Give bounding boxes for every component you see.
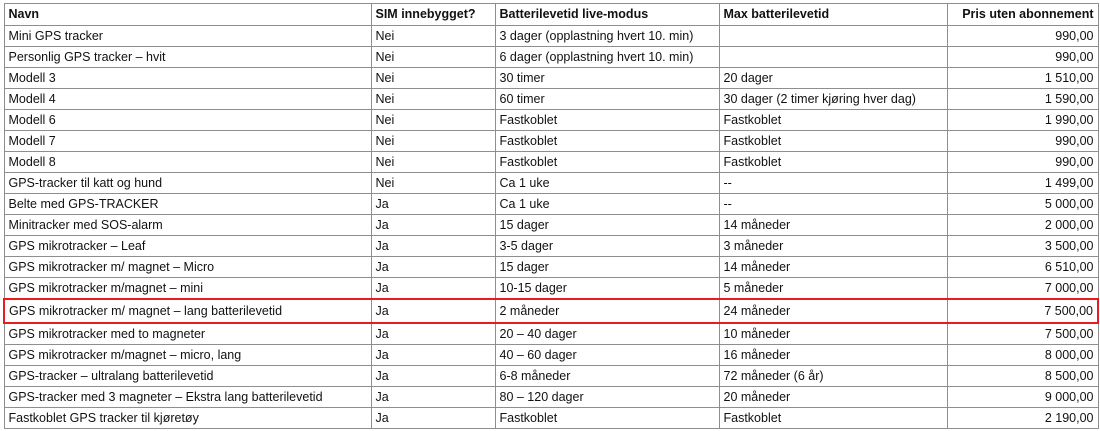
cell-name: GPS mikrotracker – Leaf <box>4 236 371 257</box>
cell-price: 990,00 <box>947 26 1098 47</box>
cell-battery-live: Fastkoblet <box>495 110 719 131</box>
cell-name: GPS mikrotracker m/ magnet – lang batterilevetid <box>4 299 371 323</box>
cell-name: GPS mikrotracker med to magneter <box>4 323 371 345</box>
header-battery-live: Batterilevetid live-modus <box>495 4 719 26</box>
cell-sim: Ja <box>371 278 495 300</box>
cell-sim: Ja <box>371 236 495 257</box>
cell-battery-max: 5 måneder <box>719 278 947 300</box>
table-row <box>4 26 1098 47</box>
cell-sim: Ja <box>371 323 495 345</box>
cell-battery-live: 80 – 120 dager <box>495 387 719 408</box>
table-row <box>4 323 1098 345</box>
cell-name: GPS-tracker med 3 magneter – Ekstra lang batterilevetid <box>4 387 371 408</box>
header-battery-max: Max batterilevetid <box>719 4 947 26</box>
cell-sim: Nei <box>371 26 495 47</box>
table-row <box>4 387 1098 408</box>
cell-price: 8 500,00 <box>947 366 1098 387</box>
cell-name: Modell 6 <box>4 110 371 131</box>
cell-battery-live: 15 dager <box>495 215 719 236</box>
table-row <box>4 257 1098 278</box>
cell-price: 2 000,00 <box>947 215 1098 236</box>
cell-name: Modell 8 <box>4 152 371 173</box>
table-row <box>4 278 1098 300</box>
cell-name: GPS mikrotracker m/magnet – mini <box>4 278 371 300</box>
cell-price: 990,00 <box>947 131 1098 152</box>
cell-price: 7 500,00 <box>947 323 1098 345</box>
cell-name: GPS-tracker – ultralang batterilevetid <box>4 366 371 387</box>
cell-battery-live: 30 timer <box>495 68 719 89</box>
cell-battery-live: 15 dager <box>495 257 719 278</box>
cell-price: 6 510,00 <box>947 257 1098 278</box>
cell-sim: Ja <box>371 345 495 366</box>
cell-battery-max: 20 dager <box>719 68 947 89</box>
header-sim: SIM innebygget? <box>371 4 495 26</box>
cell-battery-live: 3-5 dager <box>495 236 719 257</box>
cell-price: 7 500,00 <box>947 299 1098 323</box>
cell-price: 1 990,00 <box>947 110 1098 131</box>
cell-price: 3 500,00 <box>947 236 1098 257</box>
cell-battery-max: 20 måneder <box>719 387 947 408</box>
table-body <box>4 26 1098 429</box>
table-row <box>4 110 1098 131</box>
cell-sim: Nei <box>371 89 495 110</box>
table-row <box>4 68 1098 89</box>
header-price: Pris uten abonnement <box>947 4 1098 26</box>
cell-sim: Nei <box>371 131 495 152</box>
cell-battery-live: 2 måneder <box>495 299 719 323</box>
header-name: Navn <box>4 4 371 26</box>
cell-sim: Ja <box>371 366 495 387</box>
cell-battery-max: Fastkoblet <box>719 152 947 173</box>
cell-price: 1 510,00 <box>947 68 1098 89</box>
cell-battery-max: Fastkoblet <box>719 131 947 152</box>
cell-sim: Nei <box>371 152 495 173</box>
cell-name: Modell 7 <box>4 131 371 152</box>
cell-price: 9 000,00 <box>947 387 1098 408</box>
cell-name: Modell 3 <box>4 68 371 89</box>
table-row <box>4 89 1098 110</box>
cell-sim: Ja <box>371 299 495 323</box>
cell-name: Mini GPS tracker <box>4 26 371 47</box>
cell-battery-max <box>719 47 947 68</box>
cell-price: 2 190,00 <box>947 408 1098 429</box>
gps-tracker-comparison-table <box>3 3 1099 429</box>
cell-sim: Ja <box>371 408 495 429</box>
cell-price: 990,00 <box>947 47 1098 68</box>
cell-price: 1 499,00 <box>947 173 1098 194</box>
table-row <box>4 408 1098 429</box>
table-row <box>4 131 1098 152</box>
cell-name: Personlig GPS tracker – hvit <box>4 47 371 68</box>
cell-battery-max: 14 måneder <box>719 215 947 236</box>
cell-battery-max <box>719 26 947 47</box>
cell-price: 1 590,00 <box>947 89 1098 110</box>
cell-battery-live: Fastkoblet <box>495 408 719 429</box>
cell-battery-live: 3 dager (opplastning hvert 10. min) <box>495 26 719 47</box>
cell-battery-max: 24 måneder <box>719 299 947 323</box>
cell-battery-max: -- <box>719 194 947 215</box>
table-row <box>4 236 1098 257</box>
cell-battery-live: 40 – 60 dager <box>495 345 719 366</box>
cell-battery-live: Fastkoblet <box>495 131 719 152</box>
table-row <box>4 215 1098 236</box>
table-row-highlighted <box>4 299 1098 323</box>
cell-sim: Ja <box>371 215 495 236</box>
cell-name: GPS mikrotracker m/magnet – micro, lang <box>4 345 371 366</box>
cell-battery-max: 14 måneder <box>719 257 947 278</box>
cell-battery-live: Ca 1 uke <box>495 173 719 194</box>
cell-sim: Nei <box>371 110 495 131</box>
cell-battery-max: Fastkoblet <box>719 408 947 429</box>
cell-sim: Ja <box>371 194 495 215</box>
cell-battery-live: 10-15 dager <box>495 278 719 300</box>
cell-sim: Ja <box>371 257 495 278</box>
cell-battery-live: Fastkoblet <box>495 152 719 173</box>
table-row <box>4 366 1098 387</box>
cell-battery-live: 20 – 40 dager <box>495 323 719 345</box>
table-container <box>3 3 1099 429</box>
cell-sim: Nei <box>371 173 495 194</box>
cell-sim: Nei <box>371 47 495 68</box>
cell-name: GPS mikrotracker m/ magnet – Micro <box>4 257 371 278</box>
cell-battery-max: 72 måneder (6 år) <box>719 366 947 387</box>
cell-battery-max: Fastkoblet <box>719 110 947 131</box>
table-row <box>4 194 1098 215</box>
table-row <box>4 173 1098 194</box>
cell-price: 990,00 <box>947 152 1098 173</box>
header-row <box>4 4 1098 26</box>
cell-battery-live: 6 dager (opplastning hvert 10. min) <box>495 47 719 68</box>
cell-sim: Nei <box>371 68 495 89</box>
cell-sim: Ja <box>371 387 495 408</box>
cell-battery-max: 3 måneder <box>719 236 947 257</box>
cell-name: Belte med GPS-TRACKER <box>4 194 371 215</box>
cell-name: Minitracker med SOS-alarm <box>4 215 371 236</box>
cell-name: Modell 4 <box>4 89 371 110</box>
table-row <box>4 345 1098 366</box>
cell-price: 5 000,00 <box>947 194 1098 215</box>
cell-name: Fastkoblet GPS tracker til kjøretøy <box>4 408 371 429</box>
cell-price: 8 000,00 <box>947 345 1098 366</box>
cell-battery-live: 60 timer <box>495 89 719 110</box>
table-row <box>4 152 1098 173</box>
table-row <box>4 47 1098 68</box>
cell-battery-live: 6-8 måneder <box>495 366 719 387</box>
cell-price: 7 000,00 <box>947 278 1098 300</box>
cell-battery-max: -- <box>719 173 947 194</box>
cell-battery-max: 10 måneder <box>719 323 947 345</box>
cell-battery-max: 16 måneder <box>719 345 947 366</box>
cell-battery-max: 30 dager (2 timer kjøring hver dag) <box>719 89 947 110</box>
cell-battery-live: Ca 1 uke <box>495 194 719 215</box>
cell-name: GPS-tracker til katt og hund <box>4 173 371 194</box>
